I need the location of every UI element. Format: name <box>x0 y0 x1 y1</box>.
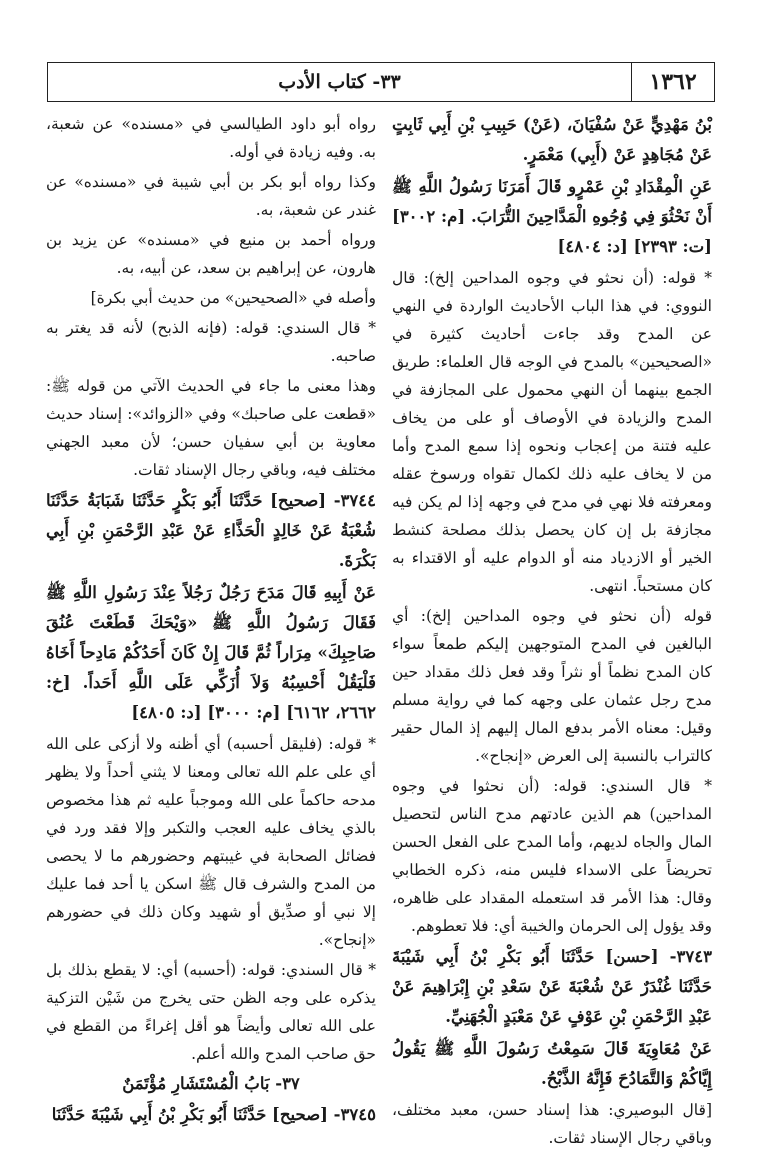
commentary-paragraph: وكذا رواه أبو بكر بن أبي شيبة في «مسنده» عن غندر عن شعبة، به. <box>46 173 376 219</box>
hadith-text: ٣٧٤٤- [صحيح] حَدَّثَنَا أَبُو بَكْرٍ حَدَّثَنَا شَبَابَةُ حَدَّثَنَا شُعْبَةُ عَنْ خَالِدٍ الْحَذَّاءِ عَنْ عَبْدِ الرَّحْمَنِ بْنِ أَبِي بَكْرَةَ. <box>46 491 376 570</box>
commentary-paragraph: وأصله في «الصحيحين» من حديث أبي بكرة] <box>90 289 376 307</box>
hadith-text: ٣٧٤٥- [صحيح] حَدَّثَنَا أَبُو بَكْرِ بْنُ أَبِي شَيْبَةَ حَدَّثَنَا <box>51 1105 376 1124</box>
commentary-paragraph: * قال السندي: قوله: (أحسبه) أي: لا يقطع بذلك بل يذكره على وجه الظن حتى يخرج من شَيْن التزكية على الله تعالى وأيضاً هو أقل إغراءً من القطع في حق صاحب المدح والله أعلم. <box>46 961 376 1063</box>
right-column <box>392 110 712 1147</box>
page-number: ١٣٦٢ <box>631 63 714 101</box>
hadith-text: بْنُ مَهْدِيٍّ عَنْ سُفْيَانَ، (عَنْ) حَبِيبِ بْنِ أَبِي ثَابِتٍ عَنْ مُجَاهِدٍ عَنْ (أَبِي) مَعْمَرٍ. <box>392 115 712 164</box>
commentary-paragraph: [قال البوصيري: هذا إسناد حسن، معبد مختلف، وباقي رجال الإسناد ثقات. <box>392 1101 712 1147</box>
commentary-paragraph: قوله (أن نحثو في وجوه المداحين إلخ): أي البالغين في المدح المتوجهين إليكم طمعاً سواء كان المدح نظماً أو نثراً وقد فعل ذلك مقداد حين مدح رجل عثمان على وجهه كما في رواية مسلم وقيل: معناه الأمر بدفع المال إليهم إذ المال حقير كالتراب بالنسبة إلى العرض «إنجاح». <box>392 607 712 765</box>
hadith-text: عَنِ الْمِقْدَادِ بْنِ عَمْرٍو قَالَ أَمَرَنَا رَسُولُ اللَّهِ ﷺ أَنْ نَحْثُوَ فِي وُجُوهِ الْمَدَّاحِينَ التُّرَابَ. [م: ٣٠٠٢] [ت: ٢٣٩٣] [د: ٤٨٠٤] <box>392 177 712 256</box>
commentary-paragraph: * قوله: (أن نحثو في وجوه المداحين إلخ): قال النووي: في هذا الباب الأحاديث الواردة في النهي عن المدح وقد جاءت أحاديث كثيرة في «الصحيحين» بالمدح في الوجه قال العلماء: طريق الجمع بينهما أن النهي محمول على المجازفة في المدح والزيادة في الأوصاف أو على من يخاف عليه فتنة من إعجاب ونحوه إذا سمع المدح وأما من لا يخاف عليه ذلك لكمال تقواه ورسوخ عقله ومعرفته فلا نهي في مدح في وجهه إذا لم يكن فيه مجازفة بل إن كان يحصل بذلك مصلحة كنشط الخير أو الازدياد منه أو الدوام عليه أو الاقتداء به كان مستحباً. انتهى. <box>392 269 712 595</box>
left-column <box>46 110 376 1124</box>
commentary-paragraph: * قوله: (فليقل أحسبه) أي أظنه ولا أزكى على الله أي على علم الله تعالى ومعنا لا يثني أحداً ولا يظهر مدحه حاكماً على الله وموجباً عليه ثم هذا مخصوص بالذي يخاف عليه العجب والتكبر وإلا فقد ورد في فضائل الصحابة في غيبتهم وحضورهم ما لا يحصى من المدح والشرف قال ﷺ اسكن يا أحد فما عليك إلا نبي أو صدِّيق أو شهيد وكان ذلك في حضورهم «إنجاح». <box>46 735 376 949</box>
commentary-paragraph: وهذا معنى ما جاء في الحديث الآتي من قوله ﷺ: «قطعت على صاحبك» وفي «الزوائد»: إسناد حديث معاوية بن أبي سفيان حسن؛ لأن معبد الجهني مختلف فيه، وباقي رجال الإسناد ثقات. <box>46 377 376 479</box>
hadith-text: عَنْ أَبِيهِ قَالَ مَدَحَ رَجُلٌ رَجُلاً عِنْدَ رَسُولِ اللَّهِ ﷺ فَقَالَ رَسُولُ اللَّهِ ﷺ «وَيْحَكَ قَطَعْتَ عُنُقَ صَاحِبِكَ» مِرَاراً ثُمَّ قَالَ إِنْ كَانَ أَحَدُكُمْ مَادِحاً أَخَاهُ فَلْيَقُلْ أَحْسِبُهُ وَلاَ أُزَكِّي عَلَى اللَّهِ أَحَداً. [خ: ٢٦٦٢، ٦١٦٢] [م: ٣٠٠٠] [د: ٤٨٠٥] <box>46 583 376 722</box>
commentary-paragraph: ورواه أحمد بن منيع في «مسنده» عن يزيد بن هارون، عن إبراهيم بن سعد، عن أبيه، به. <box>46 231 376 277</box>
section-heading: ٣٧- بَابُ الْمُسْتَشَارِ مُؤْتَمَنٌ <box>122 1074 300 1093</box>
hadith-text: عَنْ مُعَاوِيَةَ قَالَ سَمِعْتُ رَسُولَ اللَّهِ ﷺ يَقُولُ إِيَّاكُمْ وَالتَّمَادُحَ فَإِنَّهُ الذَّبْحُ. <box>392 1039 712 1088</box>
commentary-paragraph: رواه أبو داود الطيالسي في «مسنده» عن شعبة، به. وفيه زيادة في أوله. <box>46 115 376 161</box>
hadith-text: ٣٧٤٣- [حسن] حَدَّثَنَا أَبُو بَكْرِ بْنُ أَبِي شَيْبَةَ حَدَّثَنَا غُنْدَرٌ عَنْ شُعْبَةَ عَنْ سَعْدِ بْنِ إِبْرَاهِيمَ عَنْ عَبْدِ الرَّحْمَنِ بْنِ عَوْفٍ عَنْ مَعْبَدٍ الْجُهَنِيِّ. <box>392 947 712 1026</box>
commentary-paragraph: * قال السندي: قوله: (أن نحثوا في وجوه المداحين) هم الذين عادتهم مدح الناس لتحصيل المال والجاه لديهم، وأما المدح على الفعل الحسن تحريضاً على الاسداء فليس منه، ذكره الخطابي وقال: هذا الأمر قد استعمله المقداد على ظاهره، وقد يؤول إلى الحرمان والخيبة أي: فلا تعطوهم. <box>392 777 712 935</box>
page-header <box>47 62 715 102</box>
commentary-paragraph: * قال السندي: قوله: (فإنه الذبح) لأنه قد يغتر به صاحبه. <box>46 319 376 365</box>
book-title: ٣٣- كتاب الأدب <box>278 71 401 93</box>
